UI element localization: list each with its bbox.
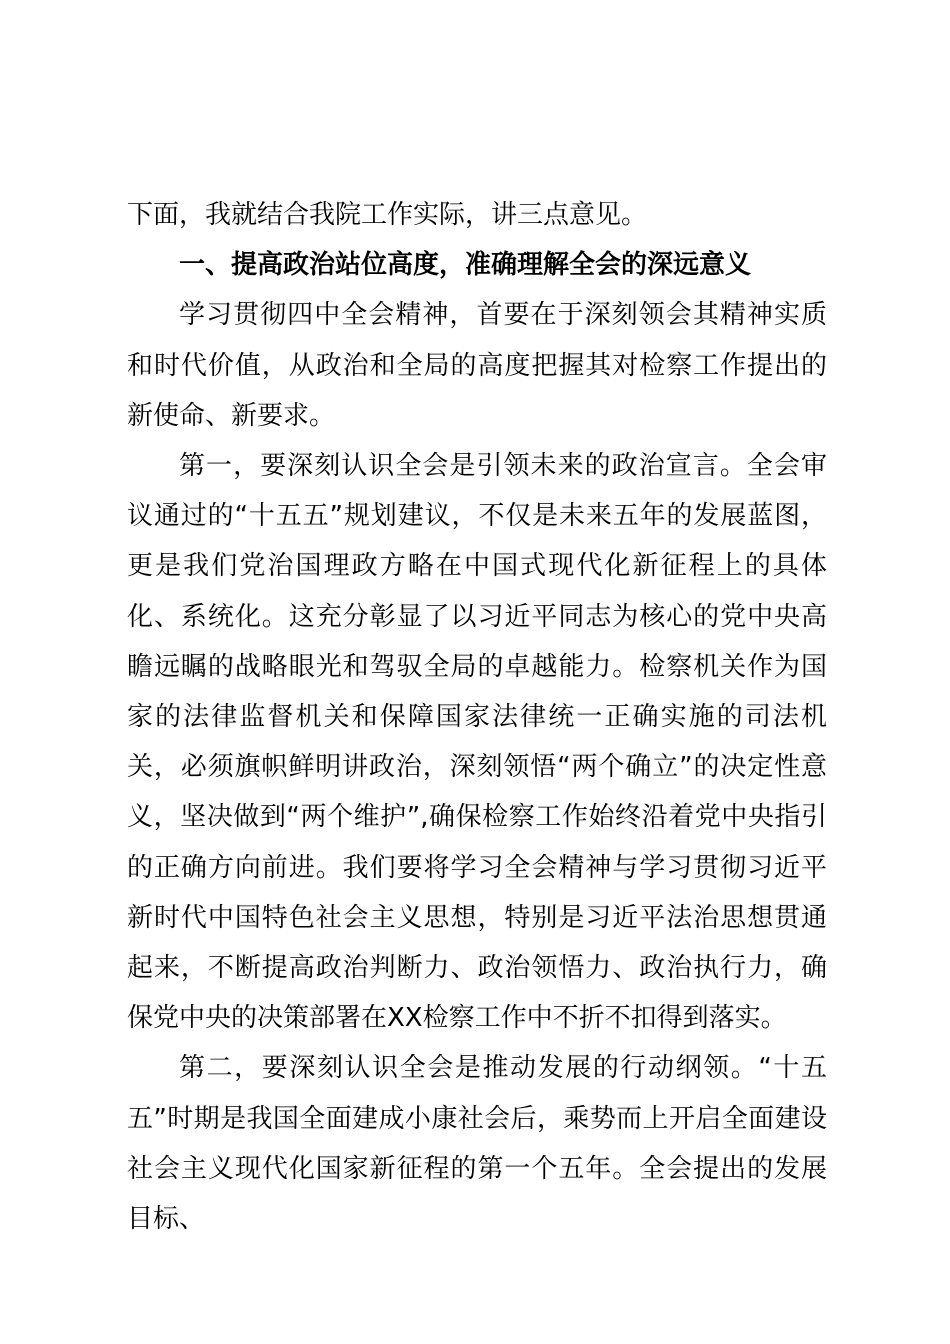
body-paragraph-2: 第一，要深刻认识全会是引领未来的政治宣言。全会审议通过的“十五五”规划建议，不仅是未来五年的发展蓝图，更是我们党治国理政方略在中国式现代化新征程上的具体化、系统化。这充分彰显了以习近平同志为核心的党中央高瞻远瞩的战略眼光和驾驭全局的卓越能力。检察机关作为国家的法律监督机关和保障国家法律统一正确实施的司法机关，必须旗帜鲜明讲政治，深刻领悟“两个确立”的决定性意义，坚决做到“两个维护”,确保检察工作始终沿着党中央指引的正确方向前进。我们要将学习全会精神与学习贯彻习近平新时代中国特色社会主义思想，特别是习近平法治思想贯通起来，不断提高政治判断力、政治领悟力、政治执行力，确保党中央的决策部署在XX检察工作中不折不扣得到落实。 bbox=[127, 451, 827, 1034]
body-paragraph-1: 学习贯彻四中全会精神，首要在于深刻领会其精神实质和时代价值，从政治和全局的高度把握其对检察工作提出的新使命、新要求。 bbox=[127, 300, 827, 431]
document-body bbox=[127, 190, 827, 1244]
body-paragraph-3: 第二，要深刻认识全会是推动发展的行动纲领。“十五五”时期是我国全面建成小康社会后，乘势而上开启全面建设社会主义现代化国家新征程的第一个五年。全会提出的发展目标、 bbox=[127, 1053, 827, 1235]
intro-paragraph: 下面，我就结合我院工作实际，讲三点意见。 bbox=[127, 200, 648, 230]
section-heading: 一、提高政治站位高度，准确理解全会的深远意义 bbox=[179, 250, 752, 281]
